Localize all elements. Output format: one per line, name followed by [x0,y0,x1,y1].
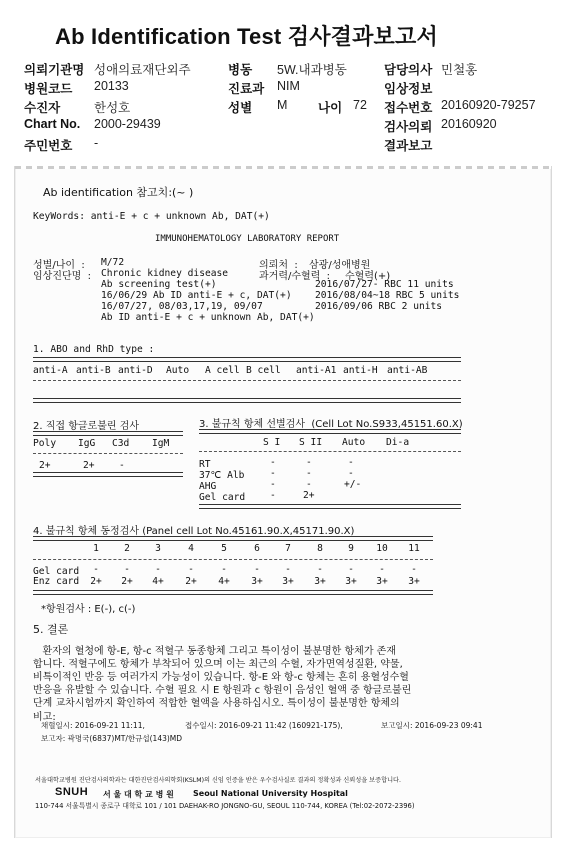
transfusion-line: 2016/08/04~18 RBC 5 units [315,290,460,301]
history-line: Ab ID anti-E + c + unknown Ab, DAT(+) [101,312,315,323]
panel-value: - [317,564,323,575]
screen-value: +/- [344,479,362,490]
reference-title: Ab identification 참고치:(~ ) [43,186,194,199]
received-date: 접수일시: 2016-09-21 11:42 (160921-175), [185,721,343,730]
history-value: 수혈력(+) [345,271,391,282]
divider [33,590,433,595]
dat-value: 2+ [39,460,51,471]
dat-value: 2+ [83,460,95,471]
panel-value: - [93,564,99,575]
panel-value: - [348,564,354,575]
requester-value: 삼광/성애병원 [309,260,371,271]
abo-column: anti-A1 [296,365,337,376]
header-label: 수진자 [24,101,61,115]
transfusion-line: 2016/07/27- RBC 11 units [315,279,454,290]
conclusion-heading: 5. 결론 [33,623,69,636]
panel-value: 4+ [152,576,164,587]
header-value: 20133 [94,79,129,93]
header-value: 72 [353,98,367,112]
screen-value: - [348,468,354,479]
divider [33,431,183,436]
divider [199,429,461,434]
antigen-test: *항원검사 : E(-), c(-) [41,604,136,615]
header-value: M [277,98,288,112]
divider [33,357,461,362]
header-label: 담당의사 [384,63,433,77]
panel-value: - [379,564,385,575]
header-value: NIM [277,79,300,93]
header-value: 한성호 [94,101,131,115]
screen-column: Di-a [386,437,410,448]
panel-value: 3+ [314,576,326,587]
diagnosis-label: 임상진단명 : [33,271,92,282]
header-label: 의뢰기관명 [24,63,85,77]
abo-column: B cell [246,365,281,376]
panel-value: - [254,564,260,575]
dat-heading: 2. 직접 항글로불린 검사 [33,421,140,432]
screen-value: - [270,457,276,468]
screen-value: - [306,479,312,490]
requester-label: 의뢰처 : [259,260,298,271]
panel-value: - [221,564,227,575]
screen-phase: RT [199,459,211,470]
hospital-name-kor: 서 울 대 학 교 병 원 [103,790,174,799]
header-label: 결과보고 [384,139,433,153]
divider [199,504,461,509]
header-value: 20160920-79257 [441,98,536,112]
panel-heading: 4. 불규칙 항체 동정검사 (Panel cell Lot No.45161.90.X,45171.90.X) [33,526,355,537]
conclusion-line: 단계 교차시험까지 확인하여 적합한 혈액을 사용하십시오. 특이성이 불분명한 항체의 [33,698,400,709]
panel-column: 6 [254,543,260,554]
divider [33,380,461,381]
sex-age-value: M/72 [101,257,125,268]
conclusion-line: 반응을 유발할 수 있습니다. 수혈 필요 시 E 항원과 c 항원이 음성인 혈액 중 항글로불린 [33,685,412,696]
history-line: 16/07/27, 08/03,17,19, 09/07 [101,301,263,312]
panel-column: 5 [221,543,227,554]
abo-column: anti-A [33,365,68,376]
abo-column: A cell [205,365,240,376]
panel-value: - [188,564,194,575]
screen-column: S II [299,437,323,448]
divider [33,536,433,541]
header-value: 5W.내과병동 [277,63,347,77]
panel-value: 3+ [251,576,263,587]
conclusion-line: 합니다. 적혈구에도 항체가 부착되어 있으며 이는 최근의 수혈, 자가면역성질환, 약물, [33,659,403,670]
certification-note: 서울대학교병원 진단검사의학과는 대한진단검사의학회(KSLM)의 신임 인증을 받은 우수검사실로 결과의 정확성과 신뢰성을 보증합니다. [35,777,401,784]
panel-column: 4 [188,543,194,554]
panel-column: 9 [348,543,354,554]
header-value: 20160920 [441,117,497,131]
dat-column: IgM [152,438,170,449]
header-label: 병원코드 [24,82,73,96]
abo-heading: 1. ABO and RhD type : [33,344,155,355]
panel-value: 3+ [376,576,388,587]
panel-column: 2 [124,543,130,554]
remarks-label: 비고: [33,712,56,723]
screen-value: - [270,479,276,490]
reported-date: 보고일시: 2016-09-23 09:41 [381,721,483,730]
transfusion-line: 2016/09/06 RBC 2 units [315,301,443,312]
hospital-address: 110-744 서울특별시 종로구 대학로 101 / 101 DAEHAK-RO JONGNO-GU, SEOUL 110-744, KOREA (Tel:02-2072-2396) [35,802,415,810]
conclusion-line: 환자의 혈청에 항-E, 항-c 적혈구 동종항체 그리고 특이성이 불분명한 항체가 존재 [33,646,396,657]
page-title: Ab Identification Test 검사결과보고서 [55,24,438,49]
header-label: 진료과 [228,82,265,96]
diagnosis-value: Chronic kidney disease [101,268,229,279]
screen-value: - [270,468,276,479]
abo-column: anti-H [343,365,378,376]
panel-value: - [411,564,417,575]
header-value: - [94,136,99,150]
dat-value: - [119,460,125,471]
screen-phase: 37℃ Alb [199,470,245,481]
screen-value: - [306,457,312,468]
conclusion-line: 비특이적인 반응 등 여러가지 가능성이 있습니다. 항-E 와 항-c 항체는 흔히 용혈성수혈 [33,672,409,683]
screen-column: S I [263,437,281,448]
header-value: 2000-29439 [94,117,161,131]
screen-value: - [306,468,312,479]
abo-column: anti-B [76,365,111,376]
history-line: Ab screening test(+) [101,279,217,290]
panel-column: 3 [155,543,161,554]
panel-value: 2+ [121,576,133,587]
screen-phase: Gel card [199,492,246,503]
header-label: 접수번호 [384,101,433,115]
panel-column: 1 [93,543,99,554]
dat-column: C3d [112,438,130,449]
screen-column: Auto [342,437,366,448]
keywords: KeyWords: anti-E + c + unknown Ab, DAT(+) [33,211,270,222]
panel-row-label: Enz card [33,576,80,587]
divider [33,398,461,403]
screen-heading: 3. 불규칙 항체 선별검사 (Cell Lot No.S933,45151.60.X) [199,419,463,430]
history-line: 16/06/29 Ab ID anti-E + c, DAT(+) [101,290,292,301]
header-label: 성별 [228,101,253,115]
screen-value: - [348,457,354,468]
dat-column: Poly [33,438,57,449]
panel-value: - [124,564,130,575]
panel-column: 11 [408,543,420,554]
panel-value: 4+ [218,576,230,587]
dat-column: IgG [78,438,96,449]
panel-column: 10 [376,543,388,554]
panel-value: 2+ [185,576,197,587]
header-label: 나이 [318,101,343,115]
header-value: 성애의료재단외주 [94,63,191,77]
panel-value: - [155,564,161,575]
reporter: 보고자: 곽명국(6837)MT/한규섭(143)MD [41,734,183,743]
header-value: 민철홍 [441,63,478,77]
header-label: 검사의뢰 [384,120,433,134]
abo-column: Auto [166,365,190,376]
divider [33,472,183,477]
hospital-logo: SNUH [55,786,89,798]
panel-value: 2+ [90,576,102,587]
screen-phase: AHG [199,481,217,492]
panel-row-label: Gel card [33,566,80,577]
panel-value: 3+ [282,576,294,587]
abo-column: anti-D [118,365,153,376]
screen-value: - [270,490,276,501]
panel-value: 3+ [345,576,357,587]
screen-value: 2+ [303,490,315,501]
lab-report-title: IMMUNOHEMATOLOGY LABORATORY REPORT [155,234,340,244]
history-label: 과거력/수혈력 : [259,271,331,282]
panel-value: - [285,564,291,575]
divider [33,453,183,454]
header-label: Chart No. [24,117,81,131]
divider [199,451,461,452]
divider [33,559,433,560]
panel-column: 8 [317,543,323,554]
abo-column: anti-AB [387,365,428,376]
header-label: 병동 [228,63,253,77]
header-label: 주민번호 [24,139,73,153]
sex-age-label: 성별/나이 : [33,260,85,271]
header-label: 임상정보 [384,82,433,96]
collection-date: 채혈일시: 2016-09-21 11:11, [41,721,145,730]
report-scan [14,166,552,838]
panel-column: 7 [285,543,291,554]
hospital-name-eng: Seoul National University Hospital [193,789,348,798]
panel-value: 3+ [408,576,420,587]
